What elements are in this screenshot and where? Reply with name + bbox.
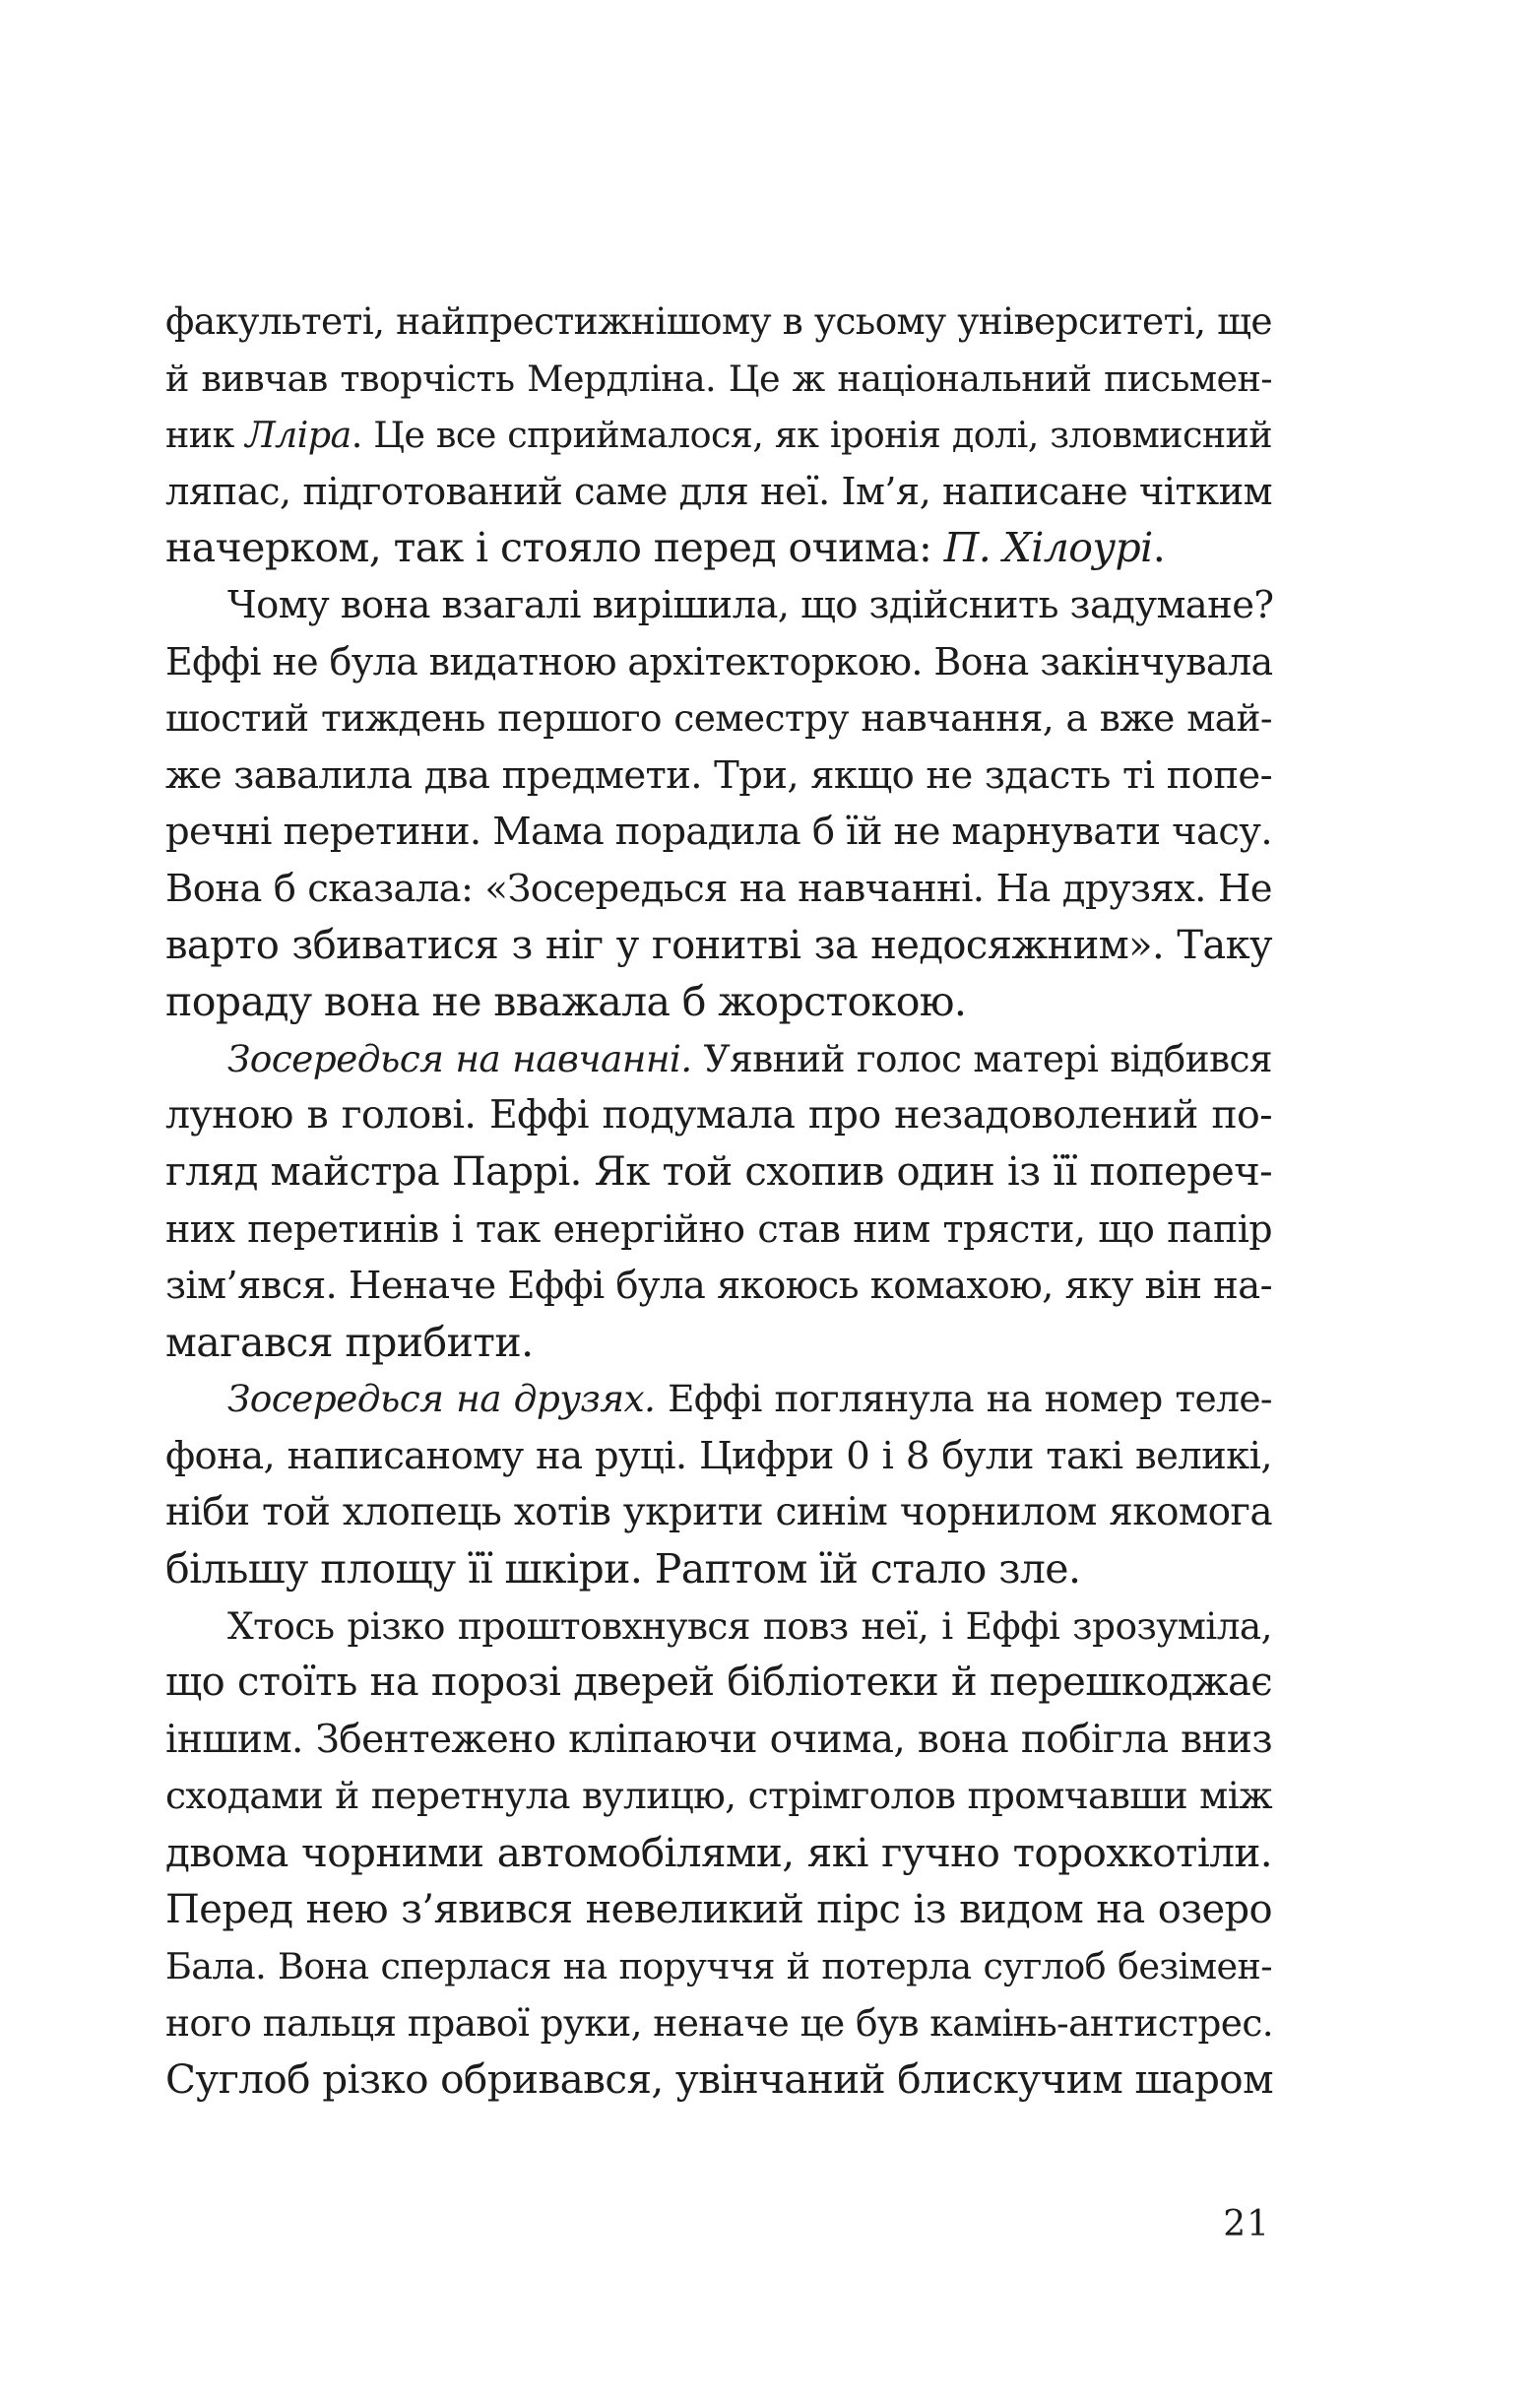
text-line [165, 690, 1272, 748]
text-line [165, 1258, 1272, 1315]
text-line [165, 1655, 1272, 1712]
text-segment: Суглоб різко обривався, увінчаний блискучим шаром [165, 2055, 1273, 2104]
text-segment: факультеті, найпрестижнішому в усьому університеті, ще [165, 299, 1272, 343]
text-segment: ляпас, підготований саме для неї. Ім’я, написане чітким [165, 469, 1272, 514]
text-segment: іншим. Збентежено кліпаючи очима, вона побігла вниз [165, 1717, 1272, 1762]
text-segment: Хтось різко проштовхнувся повз неї, і Еффі зрозуміла, [227, 1603, 1272, 1648]
text-line [165, 577, 1272, 634]
text-line [165, 1202, 1272, 1259]
text-segment: сходами й перетнула вулицю, стрімголов промчавши між [165, 1774, 1272, 1818]
text-segment: гляд майстра Паррі. Як той схопив один із її попереч- [165, 1148, 1272, 1195]
page-number: 21 [1223, 2204, 1270, 2245]
text-segment: варто збиватися з ніг у гонитві за недосяжним». Таку [165, 922, 1272, 968]
text-segment: зім’явся. Неначе Еффі була якоюсь комахою, яку він на- [165, 1264, 1272, 1309]
text-segment: більшу площу її шкіри. Раптом їй стало зле. [165, 1545, 1081, 1594]
text-segment: ного пальця правої руки, неначе це був камінь-антистрес. [165, 2000, 1274, 2045]
text-line [165, 1484, 1272, 1541]
text-line [165, 861, 1272, 918]
text-line [165, 1598, 1272, 1656]
text-line [165, 1541, 1272, 1598]
text-line [165, 748, 1272, 805]
text-segment: Чому вона взагалі вирішила, що здійснить задумане? [227, 582, 1274, 627]
text-segment: речні перетини. Мама порадила б їй не марнувати часу. [165, 810, 1272, 855]
body-text [165, 293, 1272, 2109]
text-line [165, 1031, 1272, 1088]
text-segment: Еффі не була видатною архітекторкою. Вона закінчувала [165, 639, 1273, 683]
text-line [165, 804, 1272, 861]
text-line [165, 1371, 1272, 1428]
italic-text: Зосередься на навчанні. [227, 1036, 692, 1080]
text-line [165, 634, 1272, 691]
text-segment: Вона б сказала: «Зосередься на навчанні. На друзях. Не [165, 866, 1272, 911]
text-segment: шостий тиждень першого семестру навчання, а вже май- [165, 696, 1272, 741]
text-segment: й вивчав творчість Мердліна. Це ж національний письмен- [165, 357, 1272, 400]
text-line [165, 1995, 1272, 2052]
text-line [165, 974, 1272, 1031]
text-segment: ник [165, 414, 246, 457]
text-segment: Еффі поглянула на номер теле- [655, 1377, 1272, 1421]
text-segment: магався прибити. [165, 1318, 534, 1366]
text-line [165, 1087, 1272, 1144]
text-line [165, 918, 1272, 975]
text-line [165, 1882, 1272, 1939]
text-line [165, 1144, 1272, 1202]
text-line [165, 1938, 1272, 1995]
text-segment: пораду вона не вважала б жорстокою. [165, 978, 967, 1026]
text-segment: . Це все сприймалося, як іронія долі, зловмисний [351, 414, 1272, 457]
text-line [165, 464, 1272, 521]
text-line [165, 2051, 1272, 2109]
text-segment: фона, написаному на руці. Цифри 0 і 8 були такі великі, [165, 1433, 1272, 1478]
text-line [165, 520, 1272, 577]
text-line [165, 1712, 1272, 1769]
text-line [165, 1768, 1272, 1825]
text-segment: ніби той хлопець хотів укрити синім чорнилом якомога [165, 1490, 1272, 1535]
text-segment: Уявний голос матері відбився [691, 1036, 1272, 1080]
text-line [165, 1428, 1272, 1485]
text-segment: двома чорними автомобілями, які гучно торохкотіли. [165, 1829, 1272, 1877]
text-line [165, 351, 1272, 408]
text-segment: начерком, так і стояло перед очима: [165, 524, 944, 572]
text-segment: що стоїть на порозі дверей бібліотеки й перешкоджає [165, 1660, 1272, 1706]
text-segment: же завалила два предмети. Три, якщо не здасть ті попе- [165, 752, 1272, 798]
text-segment: . [1152, 524, 1166, 572]
text-line [165, 1825, 1272, 1882]
text-segment: Бала. Вона сперлася на поруччя й потерла суглоб безімен- [165, 1945, 1272, 1988]
italic-text: Лліра [245, 414, 352, 457]
text-segment: них перетинів і так енергійно став ним трясти, що папір [165, 1206, 1272, 1251]
text-segment: Перед нею з’явився невеликий пірс із видом на озеро [165, 1886, 1272, 1932]
text-line [165, 293, 1272, 351]
italic-text: Зосередься на друзях. [227, 1377, 656, 1421]
text-segment: луною в голові. Еффі подумала про незадоволений по- [165, 1092, 1272, 1139]
text-line [165, 407, 1272, 464]
italic-text: П. Хілоурі [943, 524, 1153, 572]
text-line [165, 1315, 1272, 1372]
